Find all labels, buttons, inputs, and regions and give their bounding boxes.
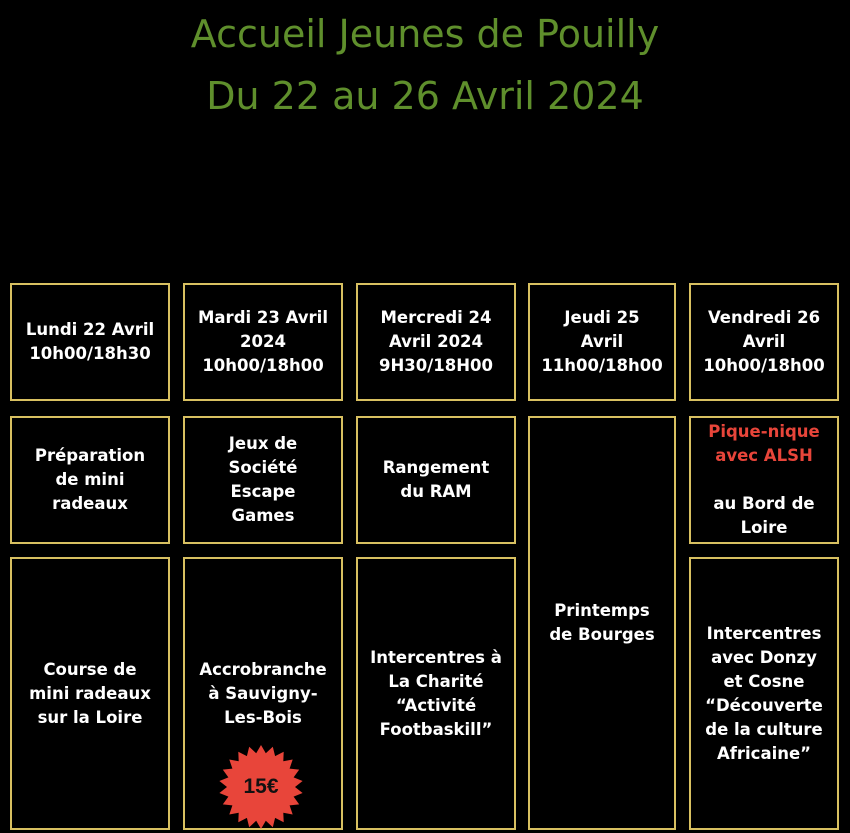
day-header-label: Lundi 22 Avril 10h00/18h30 [25,320,155,363]
price-badge [218,744,304,830]
activity-tuesday-morning [183,416,343,544]
day-header-monday [10,283,170,401]
activity-label: Accrobranche à Sauvigny- Les-Bois [199,659,327,727]
activity-label: au Bord de Loire [713,494,815,537]
activity-friday-morning [689,416,839,544]
activity-label: Préparation de mini radeaux [34,446,146,513]
activity-friday-afternoon [689,557,839,830]
day-header-label: Mercredi 24 Avril 2024 9H30/18H00 [378,308,493,375]
day-header-thursday [528,283,676,401]
page-title-line2: Du 22 au 26 Avril 2024 [206,74,644,118]
activity-label: Course de mini radeaux sur la Loire [29,659,151,727]
activity-label: Intercentres avec Donzy et Cosne “Découverte de la culture Africaine” [705,623,823,763]
activity-label: Printemps de Bourges [549,601,655,644]
activity-monday-afternoon [10,557,170,830]
day-header-label: Vendredi 26 Avril 10h00/18h00 [703,308,825,375]
activity-highlight: Pique-nique avec ALSH [708,422,820,465]
page-title-line1: Accueil Jeunes de Pouilly [190,12,660,56]
day-header-label: Mardi 23 Avril 2024 10h00/18h00 [198,308,328,375]
activity-monday-morning [10,416,170,544]
activity-wednesday-afternoon [356,557,516,830]
day-header-friday [689,283,839,401]
activity-label: Intercentres à La Charité “Activité Footbaskill” [370,647,502,739]
day-header-label: Jeudi 25 Avril 11h00/18h00 [541,308,663,375]
activity-wednesday-morning [356,416,516,544]
activity-label: Jeux de Société Escape Games [228,434,298,525]
price-badge-label: 15€ [243,775,279,798]
day-header-tuesday [183,283,343,401]
activity-label: Rangement du RAM [382,458,490,501]
activity-thursday-allday [528,416,676,830]
day-header-wednesday [356,283,516,401]
